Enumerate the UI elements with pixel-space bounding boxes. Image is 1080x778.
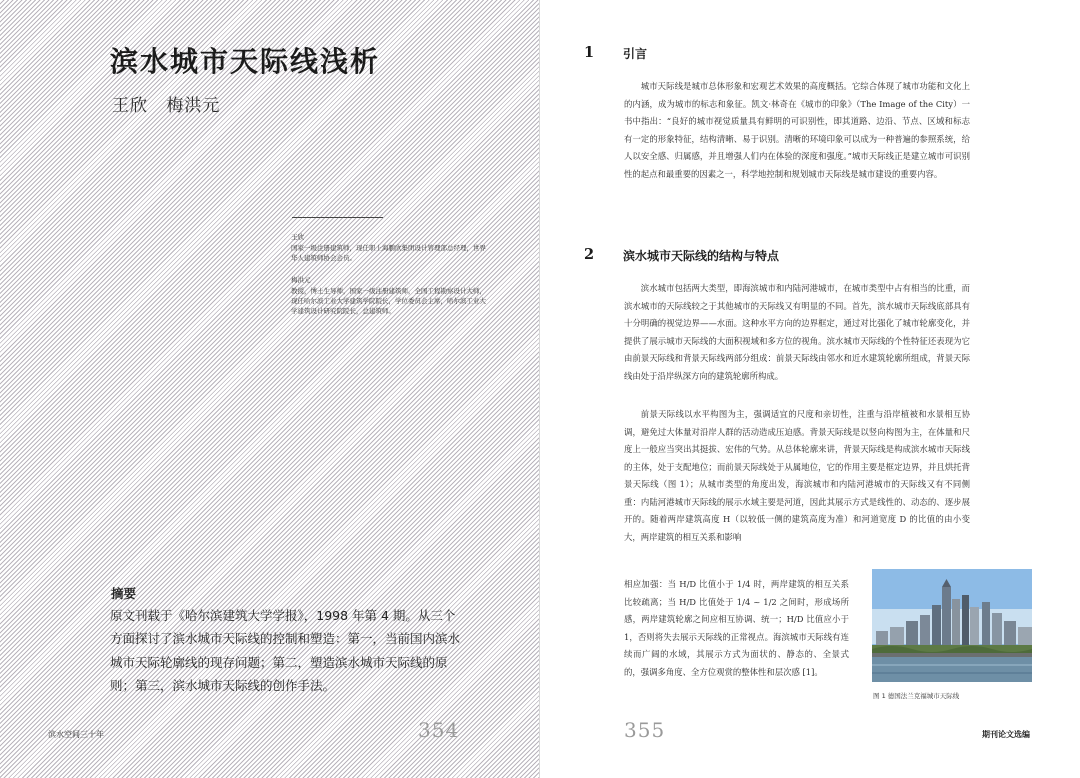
- paragraph: 城市天际线是城市总体形象和宏观艺术效果的高度概括。它综合体现了城市功能和文化上的内涵，成为城市的标志和象征。凯文·林奇在《城市的印象》（The Image of the City）一书中指出：“良好的城市视觉质量具有鲜明的可识别性，即其道路、边沿、节点、区域和标志有一定的形象特征，结构清晰、易于识别。清晰的环境印象可以成为一种普遍的参照系统，给人以安全感、归属感，并且增强人们内在体验的深度和强度。”城市天际线正是建立城市可识别性的起点和最重要的因素之一，科学地控制和规划城市天际线是城市建设的重要内容。: [624, 81, 970, 179]
- paragraph-text: 前景天际线以水平构图为主，强调适宜的尺度和亲切性，注重与沿岸植被和水景相互协调，避免过大体量对沿岸人群的活动造成压迫感。背景天际线是以竖向构图为主，在体量和尺度上一般应当突出其挺拔、宏伟的气势。从总体轮廓来讲，背景天际线是构成滨水城市天际线的主体，处于支配地位；而前景天际线处于从属地位，它的作用主要是框定边界，并且烘托背景天际线（图 1）；从城市类型的角度出发，海滨城市和内陆河港城市的天际线又有不同侧重：内陆河港城市天际线的展示水域主要是河道，因此其展示方式是线性的、动态的、逐步展开的。随着两岸建筑高度 H（以较低一侧的建筑高度为准）和河道宽度 D 的比值的由小变大，两岸建筑的相互关系和影响: [624, 409, 970, 542]
- bio-text: 国家一级注册建筑师，现任职上海鹏欣集团设计管理部总经理，世界华人建筑师协会会员。: [291, 244, 486, 262]
- section-number: 2: [584, 246, 595, 263]
- paragraph-text: 相应加强：当 H/D 比值小于 1/4 时，两岸建筑的相互关系比较疏离；当 H/D 比值处于 1/4 ~ 1/2 之间时，形成场所感，两岸建筑轮廓之间应相互协调、统一；H/D 比值应小于 1，否则将失去展示天际线的正常视点。海滨城市天际线有连续而广阔的水域，其展示方式为面状的、静态的、全景式的，强调多角度、全方位观赏的整体性和层次感 [1]。: [624, 579, 849, 677]
- section-title: 引言: [623, 47, 648, 61]
- bio-text: 教授，博士生导师，国家一级注册建筑师，全国工程勘察设计大师，现任哈尔滨工业大学建筑学院院长，学位委员会主席，哈尔滨工业大学建筑设计研究院院长，总建筑师。: [291, 287, 486, 315]
- paragraph-continued: [624, 576, 849, 681]
- author-bio: [291, 275, 491, 316]
- page-number: 355: [624, 718, 666, 742]
- paragraph: [624, 406, 970, 546]
- book-footer: 滨水空间三十年: [48, 730, 104, 739]
- author-name: 梅洪元: [166, 96, 221, 116]
- journal-footer: 期刊论文选编: [982, 730, 1030, 739]
- page-number: 354: [418, 718, 460, 742]
- paragraph: 滨水城市包括两大类型，即海滨城市和内陆河港城市，在城市类型中占有相当的比重，而滨水城市的天际线较之于其他城市的天际线又有明显的不同。首先，滨水城市天际线底部具有十分明确的视觉边界——水面。这种水平方向的边界框定，通过对比强化了城市轮廓变化，并提供了展示城市天际线的大面积视域和多方位的视角。滨水城市天际线的个性特征还表现为它由前景天际线和背景天际线两部分组成：前景天际线由邻水和近水建筑轮廓所组成，背景天际线由处于沿岸纵深方向的建筑轮廓所构成。: [624, 283, 970, 381]
- skyline-photo: [872, 569, 1032, 682]
- section-number: 1: [584, 44, 595, 61]
- right-page: [540, 0, 1080, 778]
- author-bio: [291, 232, 491, 263]
- author-bios: [291, 232, 491, 328]
- bio-name: 梅洪元: [291, 276, 311, 284]
- figure-caption: 图 1 德国法兰克福城市天际线: [873, 692, 960, 700]
- bio-name: 王欣: [291, 233, 304, 241]
- article-title: 滨水城市天际线浅析: [110, 45, 381, 78]
- divider: [292, 217, 383, 218]
- author-name: 王欣: [112, 96, 148, 116]
- section-title: 滨水城市天际线的结构与特点: [623, 249, 780, 263]
- abstract-heading: 摘要: [111, 586, 137, 601]
- abstract-text: 原文刊载于《哈尔滨建筑大学学报》，1998 年第 4 期。从三个方面探讨了滨水城市天际线的控制和塑造：第一，当前国内滨水城市天际轮廓线的现存问题；第二，塑造滨水城市天际线的原则；第三，滨水城市天际线的创作手法。: [110, 608, 461, 693]
- authors: [112, 91, 232, 116]
- frankfurt-skyline-image: [872, 569, 1032, 682]
